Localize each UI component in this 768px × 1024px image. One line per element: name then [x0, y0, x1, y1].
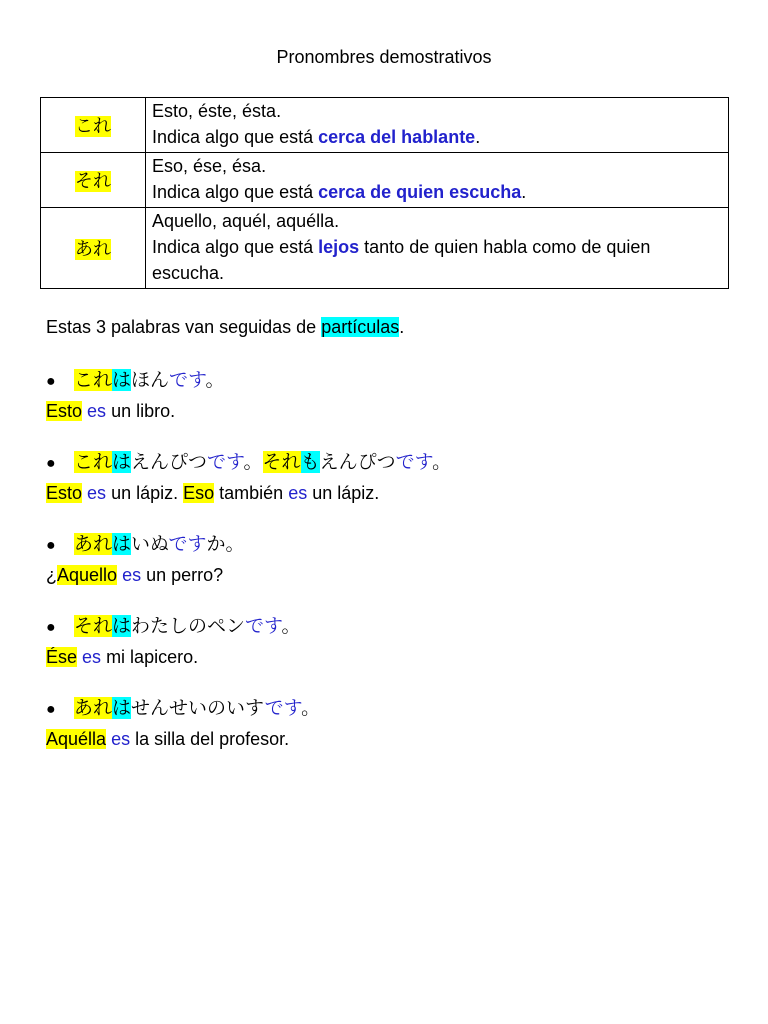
highlighted-word: あれ: [74, 697, 113, 719]
jp-segments: [74, 615, 301, 637]
text-segment: también: [214, 483, 289, 503]
japanese-sentence: [46, 447, 451, 479]
text-segment: いぬ: [131, 533, 169, 555]
text-segment: えんぴつ: [131, 451, 208, 473]
description-line: [152, 179, 722, 205]
japanese-sentence: [46, 529, 245, 561]
table-row: [41, 153, 729, 208]
description-text: .: [521, 182, 527, 202]
description-text: Indica algo que está: [152, 182, 319, 202]
example-block: [46, 529, 245, 589]
word-cell: [41, 153, 146, 208]
copula: です: [168, 533, 207, 555]
intro-text: Estas 3 palabras van seguidas de: [46, 317, 322, 337]
word-sore: それ: [75, 171, 111, 192]
copula: です: [245, 615, 282, 637]
copula: es: [111, 729, 131, 749]
particle: は: [112, 615, 132, 637]
description-cell: [146, 208, 729, 289]
bullet-icon: ●: [46, 455, 56, 472]
highlighted-word: Aquélla: [46, 729, 107, 749]
table-row: [41, 98, 729, 153]
text-segment: わたしのペン: [131, 615, 246, 637]
particle: は: [112, 451, 132, 473]
particle: も: [300, 451, 320, 473]
spanish-translation: [46, 561, 245, 589]
word-cell: [41, 208, 146, 289]
description-text: .: [475, 127, 481, 147]
page-title: Pronombres demostrativos: [276, 47, 492, 67]
jp-segments: [74, 533, 245, 555]
spanish-translation: [46, 643, 301, 671]
description-line: Esto, éste, ésta.: [152, 101, 282, 121]
text-segment: la silla del profesor.: [130, 729, 290, 749]
text-segment: せんせいのいす: [131, 697, 265, 719]
japanese-sentence: [46, 365, 225, 397]
highlighted-word: それ: [262, 451, 301, 473]
intro-text: .: [399, 317, 405, 337]
intro-emphasis: partículas: [321, 317, 400, 337]
jp-segments: [74, 369, 225, 391]
text-segment: ほん: [131, 369, 170, 391]
description-line: [152, 234, 722, 286]
japanese-sentence: [46, 693, 320, 725]
text-segment: か。: [206, 533, 245, 555]
text-segment: 。: [243, 451, 263, 473]
highlighted-word: Esto: [46, 483, 83, 503]
jp-segments: [74, 451, 451, 473]
description-text: Indica algo que está: [152, 237, 319, 257]
copula: es: [87, 483, 107, 503]
demonstratives-table: [40, 97, 729, 289]
text-segment: un lápiz.: [106, 483, 184, 503]
description-text: Indica algo que está: [152, 127, 319, 147]
copula: です: [395, 451, 433, 473]
description-line: Eso, ése, ésa.: [152, 156, 267, 176]
description-line: [152, 124, 722, 150]
text-segment: えんぴつ: [319, 451, 396, 473]
particle: は: [112, 697, 132, 719]
word-kore: これ: [75, 116, 111, 137]
highlighted-word: あれ: [74, 533, 113, 555]
text-segment: 。: [301, 697, 321, 719]
intro-sentence: [46, 314, 404, 340]
text-segment: ¿: [46, 565, 57, 585]
copula: es: [288, 483, 308, 503]
table-row: [41, 208, 729, 289]
description-cell: [146, 153, 729, 208]
highlighted-word: Ése: [46, 647, 78, 667]
example-block: [46, 447, 451, 507]
text-segment: un lápiz.: [307, 483, 380, 503]
highlighted-word: Eso: [183, 483, 215, 503]
text-segment: mi lapicero.: [101, 647, 199, 667]
text-segment: 。: [205, 369, 225, 391]
highlighted-word: Aquello: [57, 565, 118, 585]
text-segment: 。: [432, 451, 452, 473]
example-block: [46, 693, 320, 753]
japanese-sentence: [46, 611, 301, 643]
spanish-translation: [46, 725, 320, 753]
description-cell: [146, 98, 729, 153]
particle: は: [112, 533, 132, 555]
text-segment: 。: [281, 615, 301, 637]
spanish-translation: [46, 479, 451, 507]
highlighted-word: これ: [74, 451, 113, 473]
description-text: tanto de quien habla como de quien escucha.: [152, 237, 651, 283]
bullet-icon: ●: [46, 701, 56, 718]
spanish-translation: [46, 397, 225, 425]
text-segment: un perro?: [141, 565, 224, 585]
highlighted-word: これ: [74, 369, 113, 391]
copula: です: [264, 697, 302, 719]
highlighted-word: Esto: [46, 401, 83, 421]
text-segment: un libro.: [106, 401, 176, 421]
example-block: [46, 365, 225, 425]
copula: es: [87, 401, 107, 421]
word-are: あれ: [75, 239, 111, 260]
copula: es: [122, 565, 142, 585]
copula: です: [169, 369, 206, 391]
bullet-icon: ●: [46, 619, 56, 636]
particle: は: [112, 369, 132, 391]
highlighted-word: それ: [74, 615, 113, 637]
description-emphasis: cerca de quien escucha: [318, 182, 522, 202]
example-block: [46, 611, 301, 671]
word-cell: [41, 98, 146, 153]
description-emphasis: lejos: [318, 237, 360, 257]
description-line: Aquello, aquél, aquélla.: [152, 211, 340, 231]
description-emphasis: cerca del hablante: [318, 127, 476, 147]
copula: です: [207, 451, 244, 473]
copula: es: [82, 647, 102, 667]
jp-segments: [74, 697, 320, 719]
bullet-icon: ●: [46, 537, 56, 554]
bullet-icon: ●: [46, 373, 56, 390]
